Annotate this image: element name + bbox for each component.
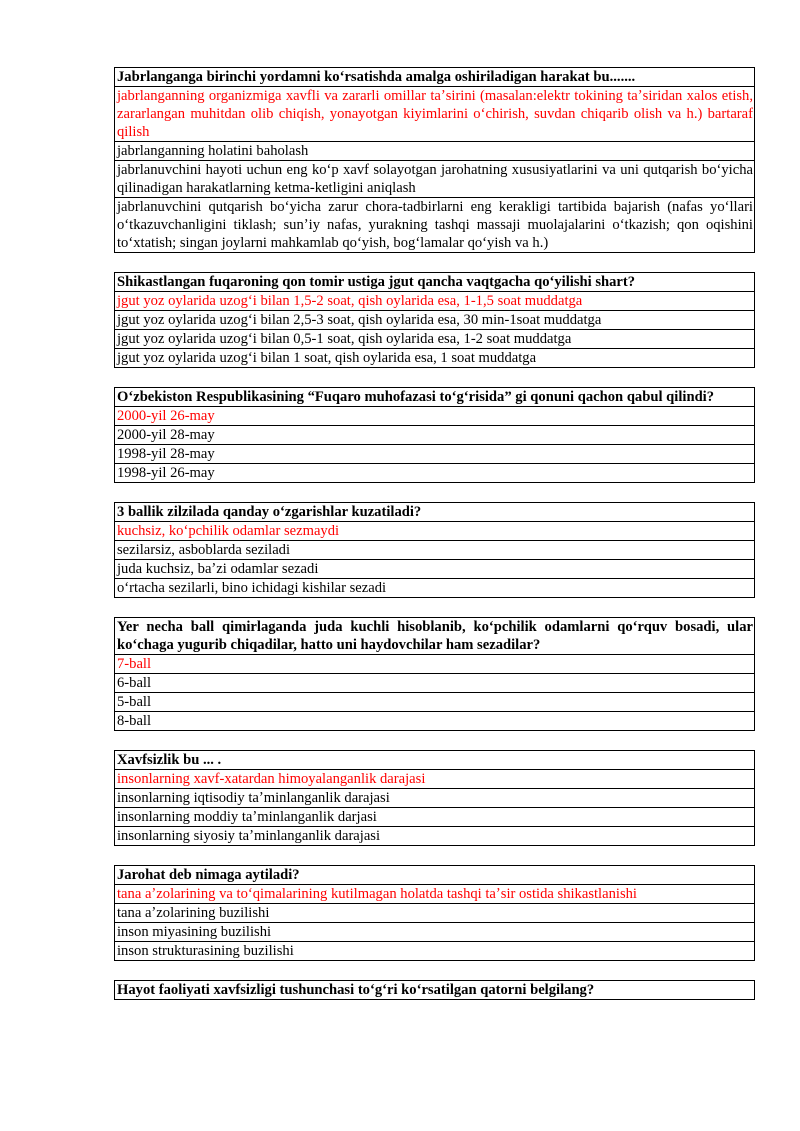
question-block: [114, 617, 755, 731]
spacer: [114, 483, 755, 502]
question-text: Hayot faoliyati xavfsizligi tushunchasi toʻgʻri koʻrsatilgan qatorni belgilang?: [115, 981, 755, 1000]
question-text: Xavfsizlik bu ... .: [115, 751, 755, 770]
answer-option: insonlarning moddiy taʼminlanganlik darjasi: [115, 808, 755, 827]
answer-option: jabrlanganning holatini baholash: [115, 142, 755, 161]
answer-option: 1998-yil 28-may: [115, 445, 755, 464]
answer-option: 6-ball: [115, 674, 755, 693]
answer-option: 8-ball: [115, 712, 755, 731]
question-block: [114, 865, 755, 961]
spacer: [114, 368, 755, 387]
answer-option: jgut yoz oylarida uzogʻi bilan 0,5-1 soat, qish oylarida esa, 1-2 soat muddatga: [115, 330, 755, 349]
answer-option: tana aʼzolarining buzilishi: [115, 904, 755, 923]
answer-option: insonlarning siyosiy taʼminlanganlik darajasi: [115, 827, 755, 846]
answer-correct: 7-ball: [115, 655, 755, 674]
question-block: [114, 980, 755, 1000]
question-text: Shikastlangan fuqaroning qon tomir ustiga jgut qancha vaqtgacha qoʻyilishi shart?: [115, 273, 755, 292]
answer-option: juda kuchsiz, baʼzi odamlar sezadi: [115, 560, 755, 579]
answer-correct: insonlarning xavf-xatardan himoyalanganlik darajasi: [115, 770, 755, 789]
question-block: [114, 387, 755, 483]
answer-option: 1998-yil 26-may: [115, 464, 755, 483]
question-block: [114, 272, 755, 368]
quiz-document: [114, 67, 755, 1000]
answer-option: insonlarning iqtisodiy taʼminlanganlik darajasi: [115, 789, 755, 808]
spacer: [114, 253, 755, 272]
question-text: Yer necha ball qimirlaganda juda kuchli hisoblanib, koʻpchilik odamlarni qoʻrquv bosadi, ular koʻchaga yugurib chiqadilar, hatto uni haydovchilar ham sezadilar?: [115, 618, 755, 655]
question-block: [114, 750, 755, 846]
question-text: 3 ballik zilzilada qanday oʻzgarishlar kuzatiladi?: [115, 503, 755, 522]
answer-option: inson miyasining buzilishi: [115, 923, 755, 942]
question-text: Oʻzbekiston Respublikasining “Fuqaro muhofazasi toʻgʻrisida” gi qonuni qachon qabul qilindi?: [115, 388, 755, 407]
answer-option: jgut yoz oylarida uzogʻi bilan 2,5-3 soat, qish oylarida esa, 30 min-1soat muddatga: [115, 311, 755, 330]
answer-option: sezilarsiz, asboblarda seziladi: [115, 541, 755, 560]
answer-option: oʻrtacha sezilarli, bino ichidagi kishilar sezadi: [115, 579, 755, 598]
answer-option: 5-ball: [115, 693, 755, 712]
question-text: Jarohat deb nimaga aytiladi?: [115, 866, 755, 885]
spacer: [114, 961, 755, 980]
answer-option: inson strukturasining buzilishi: [115, 942, 755, 961]
answer-correct: kuchsiz, koʻpchilik odamlar sezmaydi: [115, 522, 755, 541]
question-block: [114, 502, 755, 598]
answer-option: jgut yoz oylarida uzogʻi bilan 1 soat, qish oylarida esa, 1 soat muddatga: [115, 349, 755, 368]
question-block: [114, 67, 755, 253]
spacer: [114, 846, 755, 865]
question-text: Jabrlanganga birinchi yordamni koʻrsatishda amalga oshiriladigan harakat bu.......: [115, 68, 755, 87]
answer-correct: jabrlanganning organizmiga xavfli va zararli omillar taʼsirini (masalan:elektr tokining taʼsiridan xalos etish, zararlangan muhitdan olib chiqish, yonayotgan kiyimlarini oʻchirish, suvdan chiqarib olish va h.) bartaraf qilish: [115, 87, 755, 142]
answer-option: 2000-yil 28-may: [115, 426, 755, 445]
answer-correct: jgut yoz oylarida uzogʻi bilan 1,5-2 soat, qish oylarida esa, 1-1,5 soat muddatga: [115, 292, 755, 311]
spacer: [114, 598, 755, 617]
answer-correct: 2000-yil 26-may: [115, 407, 755, 426]
answer-option: jabrlanuvchini qutqarish boʻyicha zarur chora-tadbirlarni eng kerakligi tartibida bajarish (nafas yoʻllari oʻtkazuvchanligini tiklash; sunʼiy nafas, yurakning tashqi massaji muolajalarini oʻtkazish; qon oqishini toʻxtatish; singan joylarni mahkamlab qoʻyish, bogʻlamalar qoʻyish va h.): [115, 198, 755, 253]
spacer: [114, 731, 755, 750]
answer-correct: tana aʼzolarining va toʻqimalarining kutilmagan holatda tashqi taʼsir ostida shikastlanishi: [115, 885, 755, 904]
answer-option: jabrlanuvchini hayoti uchun eng koʻp xavf solayotgan jarohatning xususiyatlarini va uni qutqarish boʻyicha qilinadigan harakatlarning ketma-ketligini aniqlash: [115, 161, 755, 198]
